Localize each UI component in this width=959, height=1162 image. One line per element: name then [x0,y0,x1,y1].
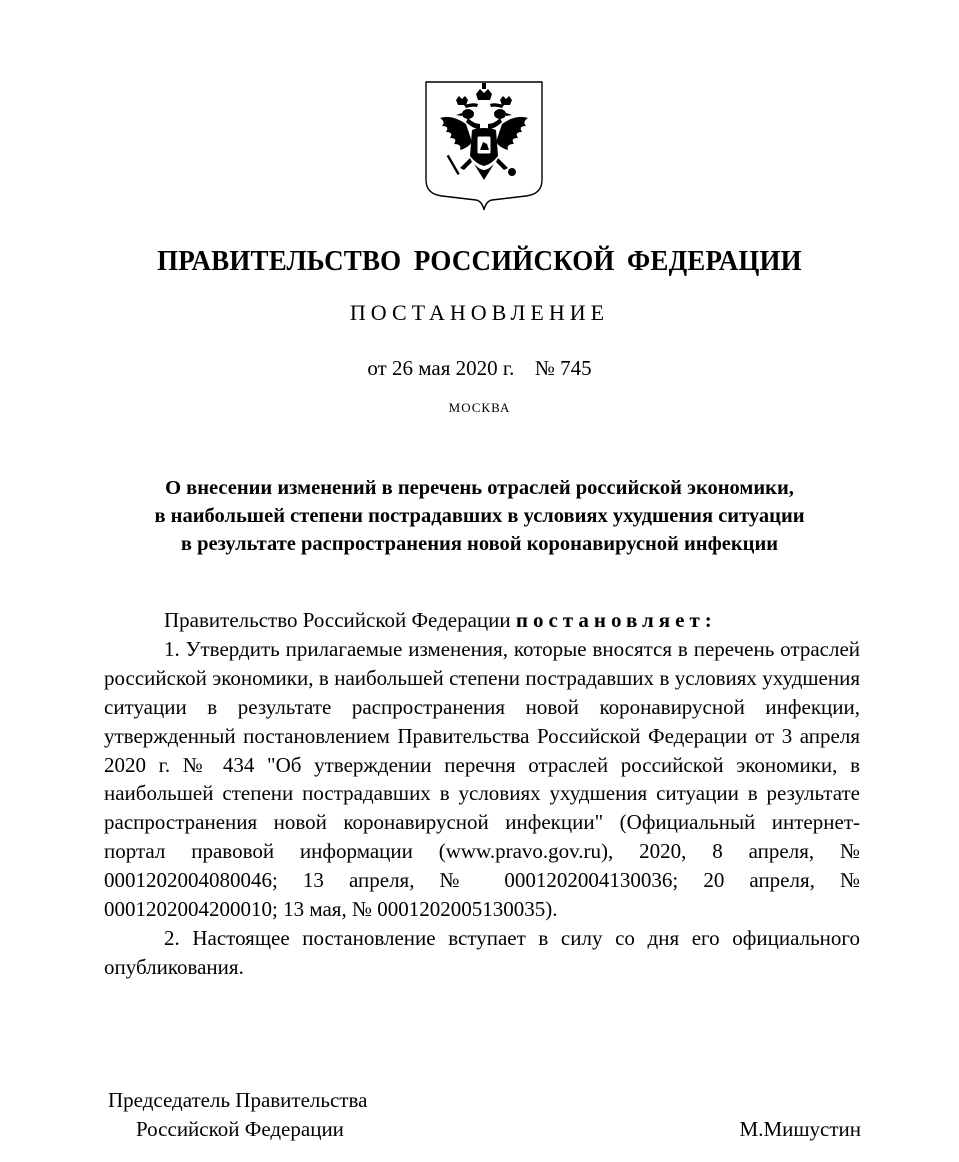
russian-coat-of-arms-icon [422,80,546,212]
date-prefix: от [367,356,387,380]
intro-text: Правительство Российской Федерации [164,608,511,632]
item-1: 1. Утвердить прилагаемые изменения, которые вносятся в перечень отраслей российской экономики, в наибольшей степени пострадавших в условиях ухудшения ситуации в результате распространения новой коронавирусной инфекции, утвержденный постановлением Правительства Российской Федерации от 3 апреля 2020 г. № 434 "Об утверждении перечня отраслей российской экономики, в наибольшей степени пострадавших в условиях ухудшения ситуации в результате распространения новой коронавирусной инфекции" (Официальный интернет-портал правовой информации (www.pravo.gov.ru), 2020, 8 апреля, № 0001202004080046; 13 апреля, № 0001202004130036; 20 апреля, № 0001202004200010; 13 мая, № 0001202005130035). [104,636,860,922]
signatory-title-line: Председатель Правительства [108,1088,368,1112]
subject-line: в наибольшей степени пострадавших в условиях ухудшения ситуации [154,505,805,527]
document-date-line [0,356,959,381]
document-number: 745 [560,356,592,380]
document-body [104,606,860,982]
signatory-title [108,1086,367,1144]
government-title: ПРАВИТЕЛЬСТВО РОССИЙСКОЙ ФЕДЕРАЦИИ [157,245,802,277]
subject-line: в результате распространения новой коронавирусной инфекции [180,533,779,555]
signatory-name: М.Мишустин [739,1117,861,1141]
item-2: 2. Настоящее постановление вступает в силу со дня его официального опубликования. [104,925,860,979]
subject-line: О внесении изменений в перечень отраслей российской экономики, [165,477,794,499]
document-type: ПОСТАНОВЛЕНИЕ [349,300,610,325]
number-sign: № [534,356,555,380]
signatory-title-line: Российской Федерации [136,1117,344,1141]
decree-word: постановляет: [515,608,717,632]
document-date: 26 мая 2020 г. [391,356,515,380]
document-subject [80,474,879,558]
decree-intro [104,606,860,635]
city: МОСКВА [448,400,511,415]
